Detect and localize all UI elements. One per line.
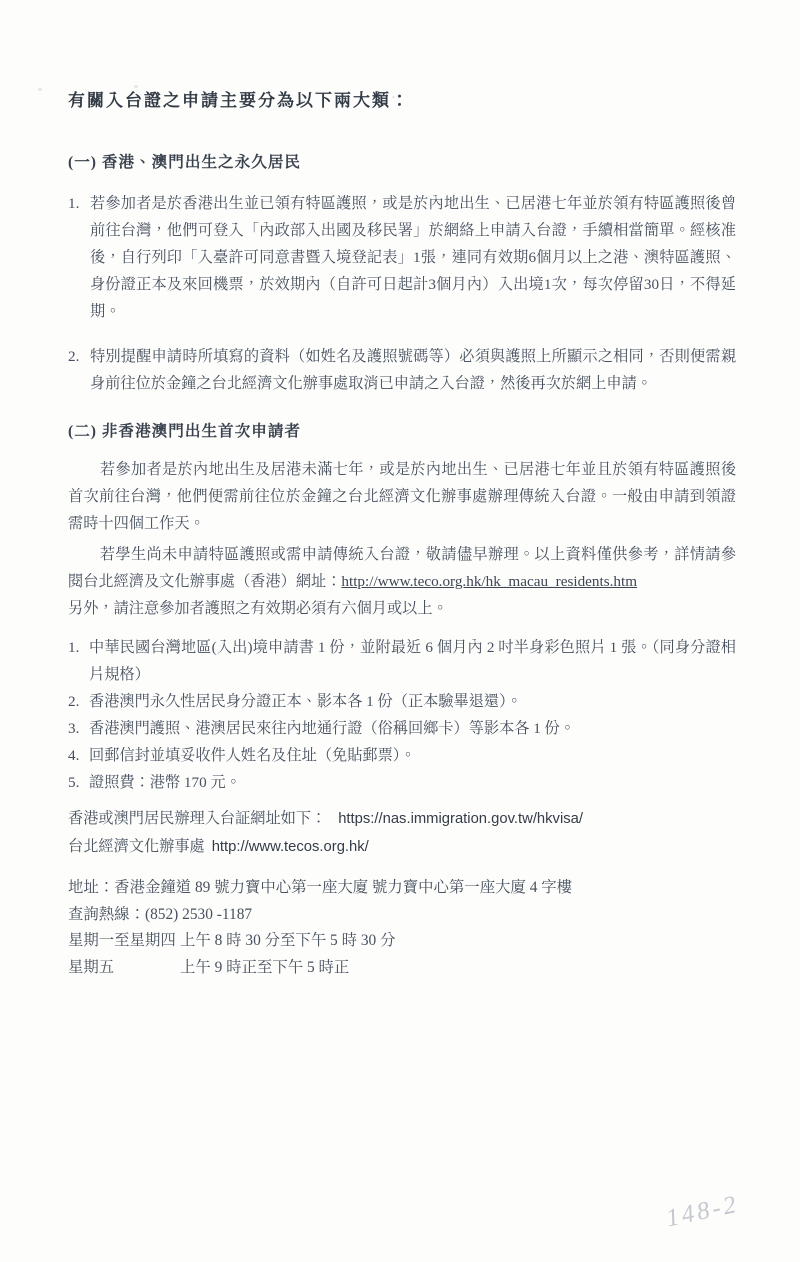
list-item <box>68 343 736 397</box>
paragraph-text: 若學生尚未申請特區護照或需申請傳統入台證，敬請儘早辦理。以上資料僅供參考，詳情請參閱台北經濟及文化辦事處（香港）網址： <box>68 546 736 590</box>
section1-heading: (一) 香港、澳門出生之永久居民 <box>68 154 302 171</box>
list-item <box>68 190 736 325</box>
requirement-number: 5. <box>68 774 80 791</box>
document-title: 有關入台證之申請主要分為以下兩大類： <box>68 91 410 110</box>
handwritten-page-number: 148-2 <box>663 1190 742 1233</box>
application-links-block <box>68 805 736 861</box>
hours-time: 上午 9 時正至下午 5 時正 <box>180 958 350 976</box>
links-row <box>68 805 736 833</box>
requirement-item <box>68 715 736 742</box>
teco-residents-url: http://www.teco.org.hk/hk_macau_residents.htm <box>341 573 638 590</box>
scan-speck <box>38 88 42 91</box>
tecos-url: http://www.tecos.org.hk/ <box>211 839 369 855</box>
list-item-text: 若參加者是於香港出生並已領有特區護照，或是於內地出生、已居港七年並於領有特區護照後曾前往台灣，他們可登入「內政部入出國及移民署」於網絡上申請入台證，手續相當簡單。經核准後，自行列印「入臺許可同意書暨入境登記表」1張，連同有效期6個月以上之港、澳特區護照、身份證正本及來回機票，於效期內（自許可日起計3個月內）入出境1次，每次停留30日，不得延期。 <box>90 195 736 320</box>
requirements-list <box>68 634 736 796</box>
immigration-url: https://nas.immigration.gov.tw/hkvisa/ <box>338 811 583 827</box>
section2-paragraph-1: 若參加者是於內地出生及居港未滿七年，或是於內地出生、已居港七年並且於領有特區護照後首次前往台灣，他們便需前往位於金鐘之台北經濟文化辦事處辦理傳統入台證。一般由申請到領證需時十四個工作天。 <box>68 461 736 532</box>
scan-speck <box>134 85 138 88</box>
paragraph-text: 另外，請注意參加者護照之有效期必須有六個月或以上。 <box>68 600 448 617</box>
requirement-text: 中華民國台灣地區(入出)境申請書 1 份，並附最近 6 個月內 2 吋半身彩色照片 1 張。（同身分證相片規格） <box>89 639 736 683</box>
hotline-line <box>68 902 736 929</box>
link-label: 台北經濟文化辦事處 <box>68 838 205 855</box>
requirement-text: 香港澳門永久性居民身分證正本、影本各 1 份（正本驗畢退還）。 <box>89 693 522 710</box>
links-row <box>68 833 736 861</box>
hours-days: 星期五 <box>68 958 115 976</box>
office-hours-row <box>68 955 736 982</box>
requirement-item <box>68 742 736 769</box>
hotline-label: 查詢熱線： <box>68 905 145 923</box>
requirement-number: 1. <box>68 639 80 656</box>
office-hours-row <box>68 928 736 955</box>
document-content <box>68 90 736 981</box>
office-address: 地址：香港金鐘道 89 號力寶中心第一座大廈 號力寶中心第一座大廈 4 字樓 <box>68 879 573 896</box>
requirement-number: 3. <box>68 720 80 737</box>
link-label: 香港或澳門居民辦理入台証網址如下： <box>68 810 327 827</box>
hotline-number: (852) 2530 -1187 <box>144 905 253 923</box>
section1-numbered-list <box>68 190 736 397</box>
requirement-text: 香港澳門護照、港澳居民來往內地通行證（俗稱回鄉卡）等影本各 1 份。 <box>89 720 575 737</box>
list-item-text: 特別提醒申請時所填寫的資料（如姓名及護照號碼等）必須與護照上所顯示之相同，否則便需親身前往位於金鐘之台北經濟文化辦事處取消已申請之入台證，然後再次於網上申請。 <box>90 348 736 392</box>
requirement-item <box>68 688 736 715</box>
list-item-number: 1. <box>68 195 80 212</box>
requirement-text: 回郵信封並填妥收件人姓名及住址（免貼郵票）。 <box>89 747 416 764</box>
hours-days: 星期一至星期四 <box>68 932 176 949</box>
contact-block <box>68 875 736 981</box>
requirement-number: 2. <box>68 693 80 710</box>
section2-heading: (二) 非香港澳門出生首次申請者 <box>68 423 302 440</box>
requirement-text: 證照費：港幣 170 元。 <box>89 774 241 791</box>
requirement-item <box>68 634 736 688</box>
section2-paragraph-2 <box>68 541 736 622</box>
hours-time: 上午 8 時 30 分至下午 5 時 30 分 <box>180 932 396 949</box>
requirement-number: 4. <box>68 747 80 764</box>
requirement-item <box>68 769 736 796</box>
list-item-number: 2. <box>68 348 80 365</box>
